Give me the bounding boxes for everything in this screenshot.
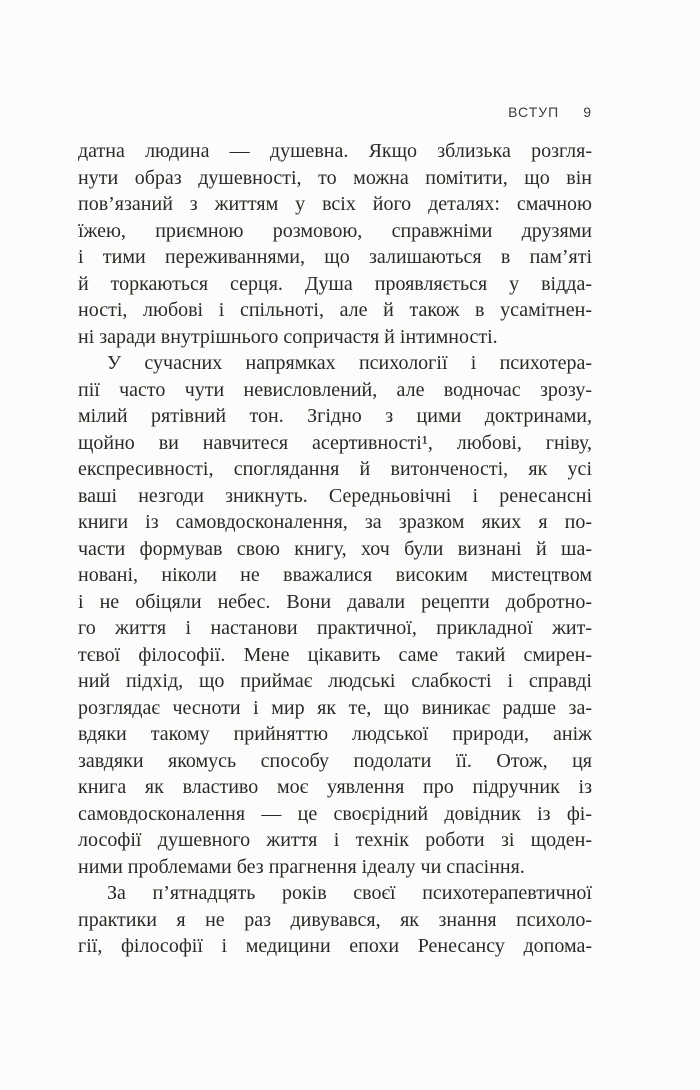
text-line: і не обіцяли небес. Вони давали рецепти добротно-	[78, 590, 592, 613]
text-line: го життя і настанови практичної, прикладної жит-	[78, 617, 592, 639]
text-line: тєвої філософії. Мене цікавить саме такий смирен-	[78, 643, 592, 666]
text-line: завдяки якомусь способу подолати її. Отож, ця	[78, 749, 592, 772]
running-header	[508, 104, 592, 120]
text-line: розглядає чесноти і мир як те, що виникає радше за-	[78, 696, 592, 719]
text-line: ності, любові і спільноті, але й також в усамітнен-	[78, 299, 592, 321]
text-line: й торкаються серця. Душа проявляється у відда-	[78, 272, 592, 295]
text-line: пії часто чути невисловлений, але водночас зрозу-	[78, 378, 592, 401]
text-line: експресивності, споглядання й витонченості, як усі	[78, 458, 592, 480]
paragraph	[78, 880, 592, 960]
text-line: самовдосконалення — це своєрідний довідник із фі-	[78, 802, 592, 825]
body-text	[78, 138, 592, 960]
text-line: щойно ви навчитеся асертивності¹, любові, гніву,	[78, 431, 592, 454]
text-line: їжею, приємною розмовою, справжніми друзями	[78, 219, 592, 242]
section-title: ВСТУП	[508, 104, 560, 120]
text-line: ні заради внутрішнього сопричастя й інтимності.	[78, 325, 498, 348]
text-line: пов’язаний з життям у всіх його деталях: смачною	[78, 193, 592, 215]
text-line: нути образ душевності, то можна помітити, що він	[78, 166, 592, 189]
text-line: і тими переживаннями, що залишаються в пам’яті	[78, 246, 592, 268]
text-line: мілий рятівний тон. Згідно з цими доктринами,	[78, 405, 592, 427]
text-line: ваші незгоди зникнуть. Середньовічні і ренесансні	[78, 484, 592, 507]
page-number: 9	[583, 104, 592, 120]
text-line: гії, філософії і медицини епохи Ренесансу допома-	[78, 935, 592, 957]
text-line: новані, ніколи не вважалися високим мистецтвом	[78, 564, 592, 586]
text-line: ний підхід, що приймає людські слабкості і справді	[78, 670, 592, 692]
text-line: книга як властиво моє уявлення про підручник із	[78, 776, 592, 798]
text-line: практики я не раз дивувався, як знання психоло-	[78, 908, 592, 931]
text-line: вдяки такому прийняттю людської природи, аніж	[78, 723, 592, 745]
text-line: У сучасних напрямках психології і психотера-	[107, 352, 592, 374]
text-line: датна людина — душевна. Якщо зблизька розгля-	[78, 140, 592, 162]
text-line: части формував свою книгу, хоч були визнані й ша-	[78, 537, 592, 560]
text-line: За п’ятнадцять років своєї психотерапевтичної	[107, 882, 592, 904]
text-line: лософії душевного життя і технік роботи зі щоден-	[78, 829, 592, 851]
text-line: ними проблемами без прагнення ідеалу чи спасіння.	[78, 855, 525, 878]
paragraph	[78, 350, 592, 880]
text-line: книги із самовдосконалення, за зразком яких я по-	[78, 511, 592, 533]
paragraph	[78, 138, 592, 350]
